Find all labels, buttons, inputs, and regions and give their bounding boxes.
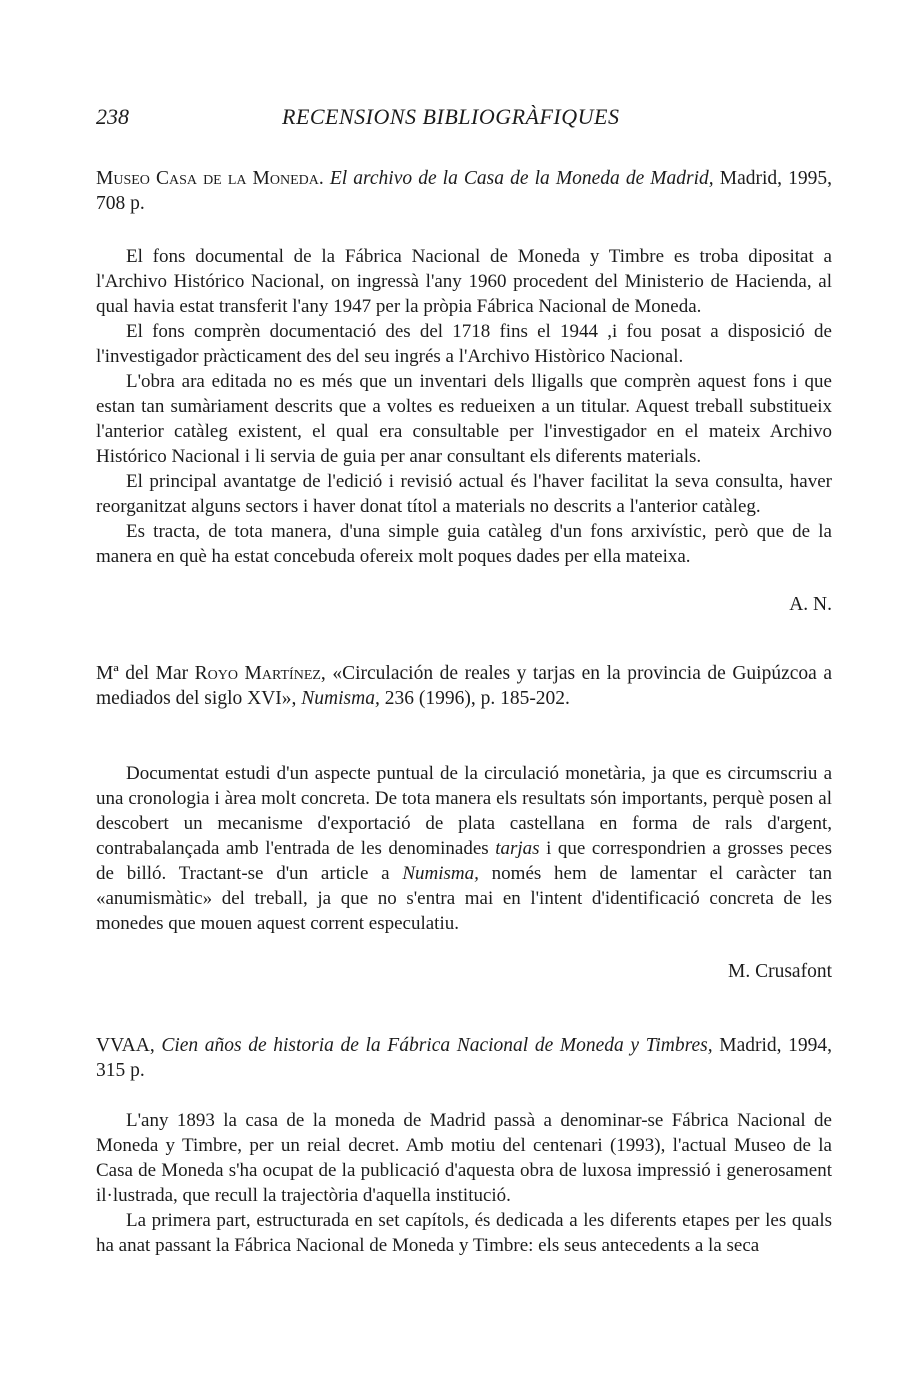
- review-citation: [96, 1033, 832, 1083]
- review-royo-martinez: [96, 661, 832, 983]
- review-body: [96, 1108, 832, 1258]
- citation-details: Madrid, 1994, 315 p.: [96, 1035, 832, 1081]
- citation-title: El archivo de la Casa de la Moneda de Madrid,: [329, 168, 714, 189]
- review-citation: [96, 661, 832, 711]
- citation-details: 236 (1996), p. 185-202.: [384, 688, 570, 709]
- running-head: [96, 96, 832, 136]
- review-museo-casa-moneda: [96, 166, 832, 616]
- citation-journal: Numisma,: [301, 688, 380, 709]
- reviewer-signature: A. N.: [789, 594, 832, 615]
- page-number: 238: [96, 104, 129, 129]
- citation-title: «Circulación de reales y tarjas en la provincia de Guipúzcoa a mediados del siglo XVI»,: [96, 663, 833, 709]
- journal-name: Numisma,: [402, 863, 479, 884]
- review-paragraph: El fons comprèn documentació des del 1718 fins el 1944 ,i fou posat a disposició de l'investigador pràcticament des del seu ingrés a l'Archivo Històrico Nacional.: [96, 321, 832, 367]
- review-body: [96, 761, 832, 936]
- review-citation: [96, 166, 832, 216]
- citation-author: VVAA,: [96, 1035, 155, 1056]
- paragraph-text: Documentat estudi d'un aspecte puntual de la circulació monetària, ja que es circumscriu a una cronologia i àrea molt concreta. De tota manera els resultats són importants, perquè posen al descobert un mecanisme d'exportació de plata castellana en forma de rals d'argent, contrabalançada amb l'entrada de les denominades: [96, 763, 832, 859]
- citation-author: Museo Casa de la Moneda.: [96, 168, 324, 189]
- review-paragraph: L'obra ara editada no es més que un inventari dels lligalls que comprèn aquest fons i que estan tan sumàriament descrits que a voltes es redueixen a un titular. Aquest treball substitueix l'anterior catàleg existent, el qual era consultable per l'investigador en el mateix Archivo Histórico Nacional i li servia de guia per anar consultant els diferents materials.: [96, 371, 832, 467]
- review-paragraph: L'any 1893 la casa de la moneda de Madrid passà a denominar-se Fábrica Nacional de Moneda y Timbre, per un reial decret. Amb motiu del centenari (1993), l'actual Museo de la Casa de Moneda s'ha ocupat de la publicació d'aquesta obra de luxosa impressió i generosament il·lustrada, que recull la trajectòria d'aquella institució.: [96, 1110, 832, 1206]
- emphasized-term: tarjas: [495, 838, 540, 859]
- review-paragraph: [96, 761, 832, 936]
- citation-title: Cien años de historia de la Fábrica Nacional de Moneda y Timbres,: [161, 1035, 713, 1056]
- review-paragraph: El principal avantatge de l'edició i revisió actual és l'haver facilitat la seva consulta, haver reorganitzat alguns sectors i haver donat títol a materials no descrits a l'anterior catàleg.: [96, 471, 832, 517]
- review-cien-anos: [96, 1033, 832, 1258]
- citation-author: Royo Martínez,: [194, 663, 326, 684]
- citation-details: Madrid, 1995, 708 p.: [96, 168, 833, 214]
- running-head-title: RECENSIONS BIBLIOGRÀFIQUES: [282, 104, 620, 129]
- review-paragraph: El fons documental de la Fábrica Nacional de Moneda y Timbre es troba dipositat a l'Archivo Histórico Nacional, on ingressà l'any 1960 procedent del Ministerio de Hacienda, al qual havia estat transferit l'any 1947 per la pròpia Fábrica Nacional de Moneda.: [96, 246, 832, 317]
- review-paragraph: Es tracta, de tota manera, d'una simple guia catàleg d'un fons arxivístic, però que de la manera en què ha estat concebuda ofereix molt poques dades per ella mateixa.: [96, 521, 832, 567]
- reviewer-signature: M. Crusafont: [728, 961, 832, 982]
- paragraph-text: i que correspondrien a grosses peces de billó. Tractant-se d'un article a: [96, 838, 832, 884]
- review-paragraph: La primera part, estructurada en set capítols, és dedicada a les diferents etapes per les quals ha anat passant la Fábrica Nacional de Moneda y Timbre: els seus antecedents a la seca: [96, 1210, 832, 1256]
- paragraph-text: només hem de lamentar el caràcter tan «anumismàtic» del treball, ja que no s'entra mai en l'intent d'identificació concreta de les monedes que mouen aquest corrent especulatiu.: [96, 863, 832, 934]
- citation-author-prefix: Mª del Mar: [96, 663, 189, 684]
- review-body: [96, 244, 832, 569]
- document-page: [96, 96, 832, 1258]
